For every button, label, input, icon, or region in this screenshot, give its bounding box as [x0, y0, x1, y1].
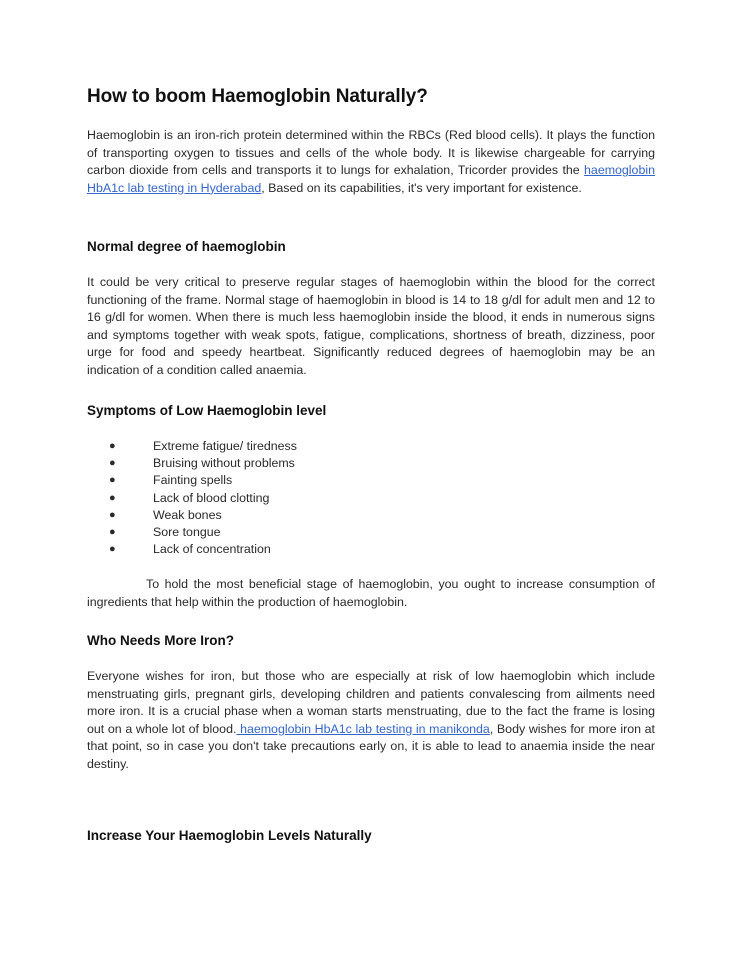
bullet-icon: ● [109, 508, 116, 521]
increase-levels-heading: Increase Your Haemoglobin Levels Naturally [87, 828, 372, 843]
list-item: ● Lack of blood clotting [87, 490, 297, 507]
intro-text-end: , Based on its capabilities, it's very important for existence. [261, 180, 582, 195]
bullet-icon: ● [109, 543, 116, 556]
who-needs-iron-paragraph [87, 668, 655, 774]
bullet-icon: ● [109, 474, 116, 487]
list-item: ● Sore tongue [87, 524, 297, 541]
iron-text-end: , Body wishes for more iron at that point, so in case you don't take precautions early on, it is able to lead to anaemia inside the near destiny. [87, 721, 656, 771]
list-item: ● Lack of concentration [87, 541, 297, 558]
list-item: ● Weak bones [87, 507, 297, 524]
production-paragraph: To hold the most beneficial stage of haemoglobin, you ought to increase consumption of ingredients that help within the production of haemoglobin. [87, 577, 655, 609]
list-item: ● Extreme fatigue/ tiredness [87, 438, 297, 455]
bullet-icon: ● [109, 440, 116, 452]
page-title: How to boom Haemoglobin Naturally? [87, 86, 428, 107]
list-item: ● Fainting spells [87, 472, 297, 489]
bullet-icon: ● [109, 491, 116, 504]
list-item: ● Bruising without problems [87, 455, 297, 472]
manikonda-lab-link[interactable]: haemoglobin HbA1c lab testing in manikonda [236, 721, 490, 736]
bullet-icon: ● [109, 526, 116, 539]
bullet-icon: ● [109, 457, 116, 470]
normal-degree-heading: Normal degree of haemoglobin [87, 239, 286, 254]
iron-text: Everyone wishes for iron, but those who are especially at risk of low haemoglobin which include menstruating girls, pregnant girls, developing children and patients convalescing from ailments need more iron. It is a crucial phase when a woman starts menstruating, due to the fact the frame is losing out on a whole lot of blood. [87, 669, 655, 736]
hyderabad-lab-link[interactable]: haemoglobin HbA1c lab testing in Hyderabad [87, 163, 655, 195]
who-needs-iron-heading: Who Needs More Iron? [87, 633, 235, 648]
intro-paragraph [87, 127, 655, 197]
symptoms-heading: Symptoms of Low Haemoglobin level [87, 403, 327, 418]
symptoms-list [87, 438, 297, 558]
intro-text: Haemoglobin is an iron-rich protein determined within the RBCs (Red blood cells). It plays the function of transporting oxygen to tissues and cells of the whole body. It is likewise chargeable for carrying carbon dioxide from cells and transports it to lungs for exhalation, Tricorder provides the [87, 128, 655, 178]
normal-degree-paragraph: It could be very critical to preserve regular stages of haemoglobin within the blood for the correct functioning of the frame. Normal stage of haemoglobin in blood is 14 to 18 g/dl for adult men and 12 to 16 g/dl for women. When there is much less haemoglobin inside the blood, it ends in numerous signs and symptoms together with weak spots, fatigue, complications, shortness of breath, dizziness, poor urge for food and speedy heartbeat. Significantly reduced degrees of haemoglobin may be an indication of a condition called anaemia. [87, 275, 655, 377]
